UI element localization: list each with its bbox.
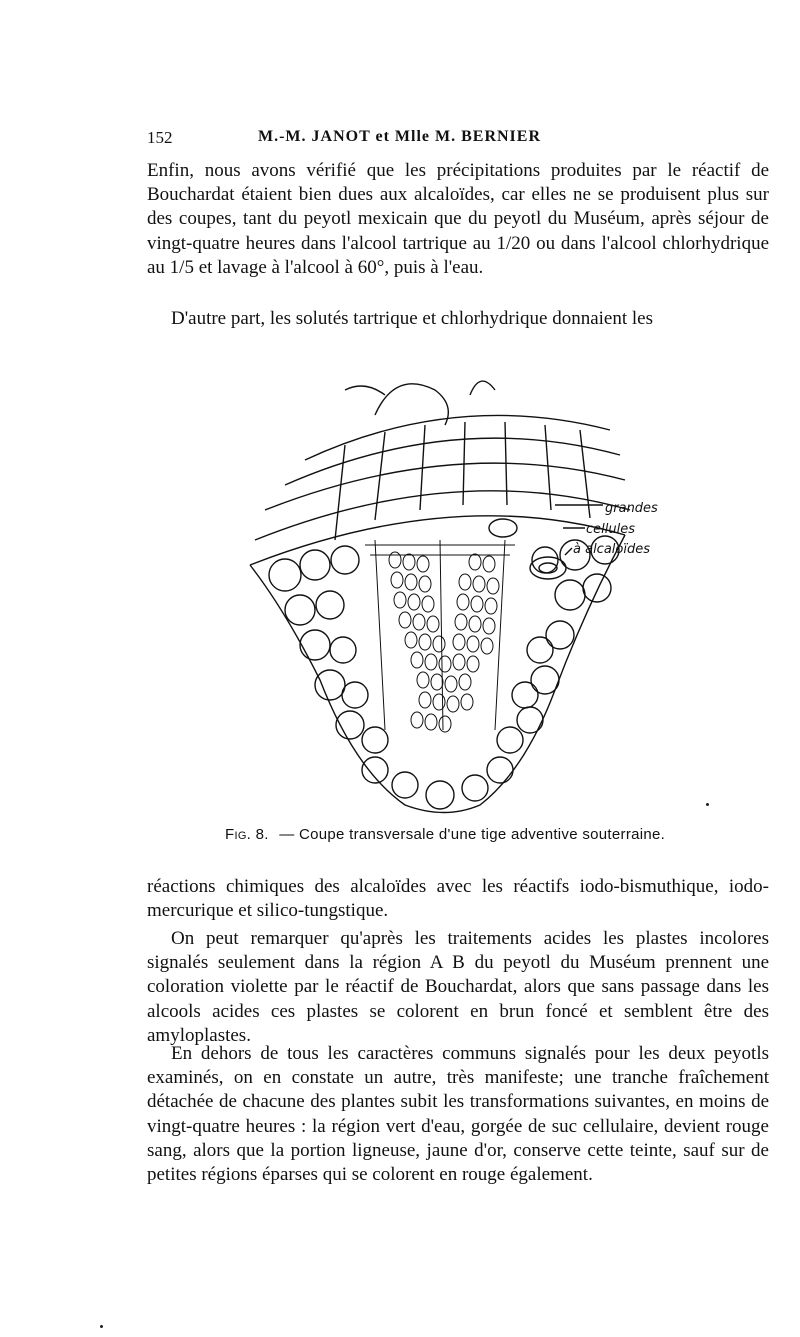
figure-stem-section xyxy=(225,350,685,820)
stem-section-drawing xyxy=(225,350,685,820)
page-number: 152 xyxy=(147,128,173,147)
scan-speck xyxy=(706,803,709,806)
figure-annotation-line-2: cellules xyxy=(586,522,635,537)
figure-annotation-line-3: à alcaloïdes xyxy=(573,542,650,557)
page-header xyxy=(147,128,652,152)
scan-speck xyxy=(100,1325,103,1328)
paragraph-5: En dehors de tous les caractères communs signalés pour les deux peyotls examinés, on en constate un autre, très manifeste; une tranche fraîchement détachée de chacune des plantes subit les transformations suivantes, en moins de vingt-quatre heures : la région vert d'eau, gorgée de suc cellulaire, devient rouge sang, alors que la portion ligneuse, jaune d'or, conserve cette teinte, sauf sur de petites régions éparses qui se colorent en rouge également. xyxy=(147,1043,769,1186)
paragraph-2: D'autre part, les solutés tartrique et chlorhydrique donnaient les xyxy=(171,308,653,329)
figure-caption-label: Fig. 8. xyxy=(225,826,269,843)
paragraph-3: réactions chimiques des alcaloïdes avec les réactifs iodo-bismuthique, iodo-mercurique et silico-tungstique. xyxy=(147,876,769,922)
figure-caption xyxy=(225,826,705,843)
figure-caption-text: — Coupe transversale d'une tige adventive souterraine. xyxy=(279,826,666,843)
figure-annotation-line-1: grandes xyxy=(605,501,658,516)
paragraph-1: Enfin, nous avons vérifié que les précipitations produites par le réactif de Bouchardat étaient bien dues aux alcaloïdes, car elles ne se produisent plus sur des coupes, tant du peyotl mexicain que du peyotl du Muséum, après séjour de vingt-quatre heures dans l'alcool tartrique au 1/20 ou dans l'alcool chlorhydrique au 1/5 et lavage à l'alcool à 60°, puis à l'eau. xyxy=(147,160,769,278)
paragraph-4: On peut remarquer qu'après les traitements acides les plastes incolores signalés seulement dans la région A B du peyotl du Muséum prennent une coloration violette par le réactif de Bouchardat, alors que sans passage dans les alcools acides ces plastes se colorent en brun foncé et semblent être des amyloplastes. xyxy=(147,928,769,1046)
running-head: M.-M. JANOT et Mlle M. BERNIER xyxy=(258,128,541,145)
